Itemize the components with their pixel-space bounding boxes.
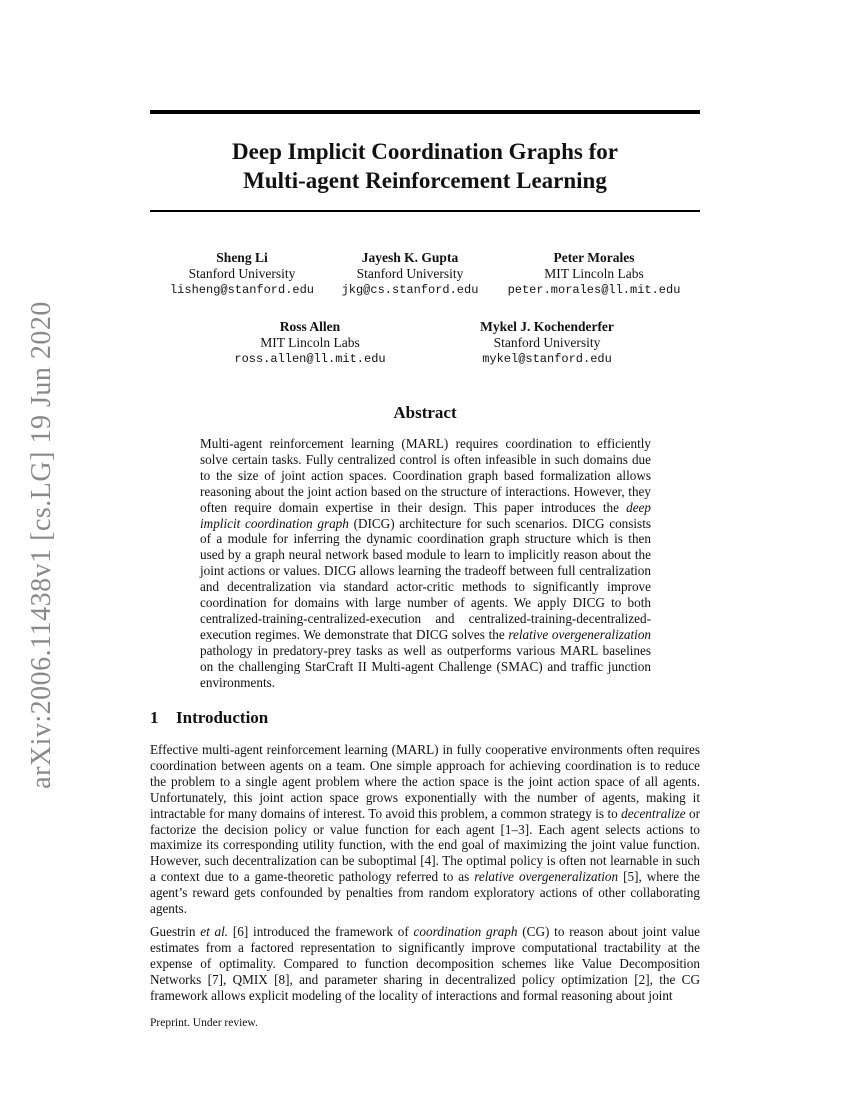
abstract-text: (DICG) architecture for such scenarios. DICG consists of a module for inferring the dynamic coordination graph structure which is then used by a graph neural network based module to learn to implicitly reason about the joint actions or values. DICG allows learning the tradeoff between full centralization and decentralization via standard actor-critic methods to significantly improve coordination for domains with large number of agents. We apply DICG to both centralized-training-centralized-execution and centralized-training-decentralized-execution regimes. We demonstrate that DICG solves the bbox=[200, 515, 651, 642]
author-name: Jayesh K. Gupta bbox=[361, 250, 459, 265]
intro-paragraph-1 bbox=[150, 742, 700, 917]
paper-title-line-1: Deep Implicit Coordination Graphs for bbox=[232, 139, 618, 164]
title-bottom-rule bbox=[150, 210, 700, 212]
paragraph-text: or factorize the decision policy or value function for each agent [1–3]. Each agent selects actions to maximize its corresponding utility function, with the end goal of maximizing the joint value function. However, such decentralization can be suboptimal [4]. The optimal policy is often not learnable in such a context due to a game-theoretic pathology referred to as bbox=[150, 805, 701, 885]
author-name: Mykel J. Kochenderfer bbox=[480, 319, 614, 334]
author-email: mykel@stanford.edu bbox=[482, 352, 612, 366]
author-name: Sheng Li bbox=[216, 250, 268, 265]
abstract-text: pathology in predatory-prey tasks as well as outperforms various MARL baselines on the challenging StarCraft II Multi-agent Challenge (SMAC) and traffic junction environments. bbox=[200, 642, 651, 690]
abstract-heading: Abstract bbox=[393, 403, 457, 422]
author-affiliation: MIT Lincoln Labs bbox=[544, 266, 644, 281]
section-title: Introduction bbox=[176, 708, 269, 727]
paragraph-emphasis: relative overgeneralization bbox=[474, 869, 619, 885]
author-affiliation: Stanford University bbox=[493, 335, 601, 350]
intro-paragraph-2 bbox=[150, 924, 700, 1004]
paper-title-line-2: Multi-agent Reinforcement Learning bbox=[243, 168, 607, 193]
section-heading-introduction bbox=[150, 708, 268, 728]
paragraph-text: Guestrin bbox=[150, 924, 196, 939]
paragraph-emphasis: et al. bbox=[200, 924, 229, 939]
author-affiliation: Stanford University bbox=[188, 266, 296, 281]
paragraph-text: Effective multi-agent reinforcement learning (MARL) in fully cooperative environments often requires coordination between agents on a team. One simple approach for achieving coordination is to reduce the problem to a single agent problem where the action space is the joint action space of all agents. Unfortunately, this joint action space grows exponentially with the number of agents, making it intractable for many domains of interest. To avoid this problem, a common strategy is to bbox=[150, 742, 700, 821]
paragraph-emphasis: coordination graph bbox=[413, 924, 518, 939]
paragraph-text: [5], where the agent’s reward gets confounded by penalties from random exploratory actions of other collaborating agents. bbox=[150, 869, 701, 917]
author-email: peter.morales@ll.mit.edu bbox=[507, 283, 681, 297]
preprint-footer: Preprint. Under review. bbox=[150, 1017, 258, 1029]
author-block-ross-allen bbox=[195, 319, 425, 368]
title-top-rule bbox=[150, 110, 700, 114]
abstract-emphasis: deep implicit coordination graph bbox=[200, 499, 652, 531]
author-affiliation: Stanford University bbox=[356, 266, 464, 281]
abstract-text: Multi-agent reinforcement learning (MARL) requires coordination to efficiently solve certain tasks. Fully centralized control is often infeasible in such domains due to the size of joint action spaces. Coordination graph based formalization allows reasoning about the joint action based on the structure of interactions. However, they often require domain expertise in their design. This paper introduces the bbox=[200, 436, 651, 515]
author-affiliation: MIT Lincoln Labs bbox=[260, 335, 360, 350]
author-email: ross.allen@ll.mit.edu bbox=[234, 352, 386, 366]
abstract-body bbox=[200, 436, 651, 691]
author-name: Ross Allen bbox=[279, 319, 341, 334]
paragraph-emphasis: decentralize bbox=[621, 805, 686, 821]
author-block-peter-morales bbox=[479, 250, 709, 299]
author-name: Peter Morales bbox=[553, 250, 635, 265]
paragraph-text: (CG) to reason about joint value estimates from a factored representation to significantly improve computational tractability at the expense of optimality. Compared to function decomposition schemes like Value Decomposition Networks [7], QMIX [8], and parameter sharing in decentralized policy optimization [2], the CG framework allows explicit modeling of the locality of interactions and formal reasoning about joint bbox=[150, 924, 701, 1003]
paragraph-text: [6] introduced the framework of bbox=[232, 924, 409, 939]
author-block-mykel-kochenderfer bbox=[432, 319, 662, 368]
author-email: jkg@cs.stanford.edu bbox=[341, 283, 479, 297]
abstract-emphasis: relative overgeneralization bbox=[508, 626, 652, 642]
section-number: 1 bbox=[150, 708, 159, 727]
author-email: lisheng@stanford.edu bbox=[169, 283, 315, 297]
arxiv-identifier-text: arXiv:2006.11438v1 [cs.LG] 19 Jun 2020 bbox=[26, 301, 57, 789]
